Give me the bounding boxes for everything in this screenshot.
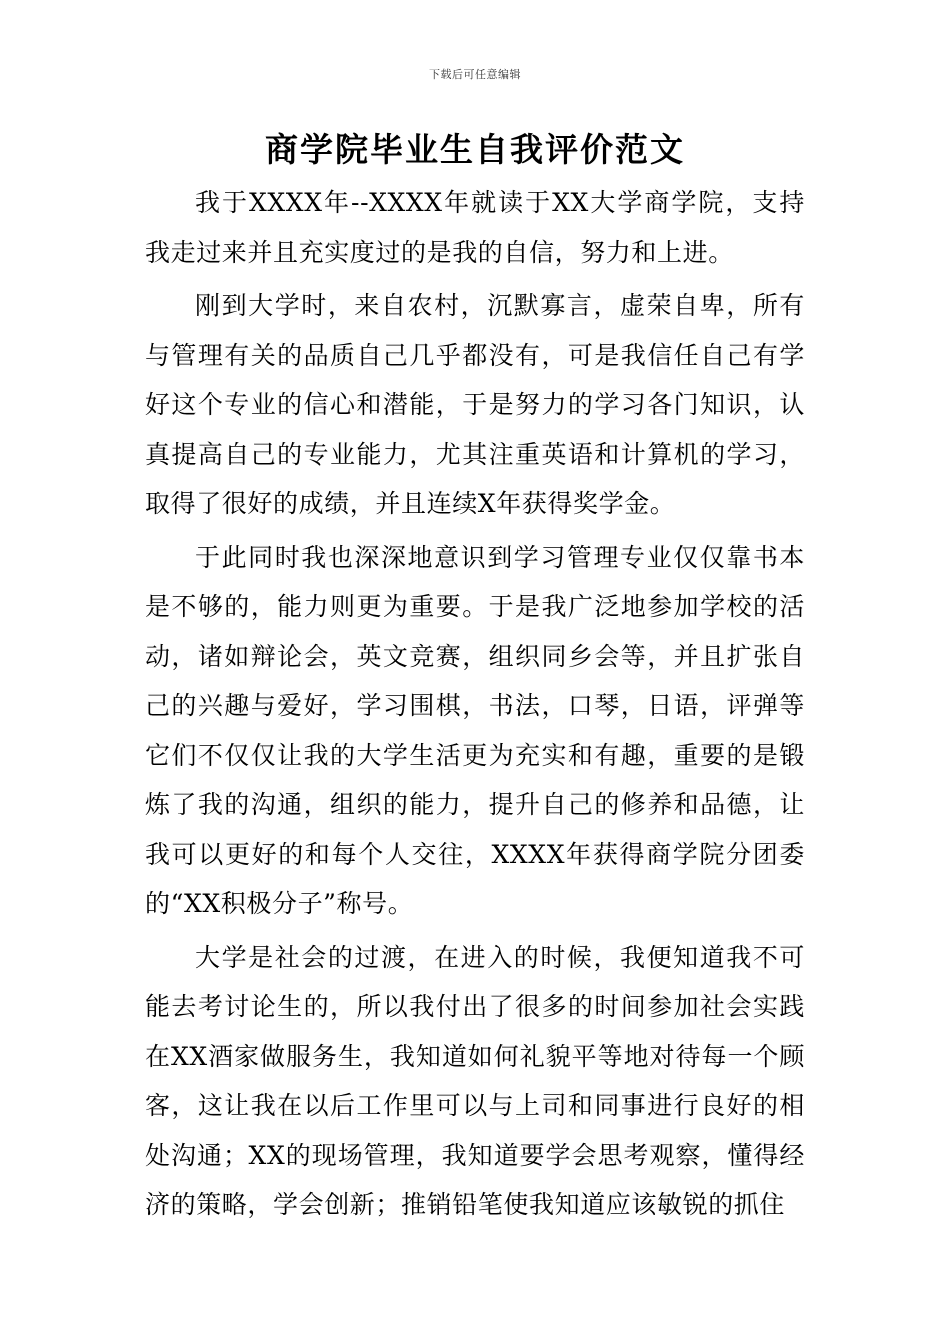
paragraph-1: 我于XXXX年--XXXX年就读于XX大学商学院，支持我走过来并且充实度过的是我的自信，努力和上进。 <box>145 188 805 267</box>
document-body <box>145 178 805 1234</box>
paragraph-4: 大学是社会的过渡，在进入的时候，我便知道我不可能去考讨论生的，所以我付出了很多的时间参加社会实践在XX酒家做服务生，我知道如何礼貌平等地对待每一个顾客，这让我在以后工作里可以与上司和同事进行良好的相处沟通；XX的现场管理，我知道要学会思考观察，懂得经济的策略，学会创新；推销铅笔使我知道应该敏锐的抓住 <box>145 942 805 1219</box>
header-note: 下载后可任意编辑 <box>429 68 521 81</box>
document-title: 商学院毕业生自我评价范文 <box>265 130 685 169</box>
paragraph-3: 于此同时我也深深地意识到学习管理专业仅仅靠书本是不够的，能力则更为重要。于是我广泛地参加学校的活动，诸如辩论会，英文竞赛，组织同乡会等，并且扩张自己的兴趣与爱好，学习围棋，书法，口琴，日语，评弹等它们不仅仅让我的大学生活更为充实和有趣，重要的是锻炼了我的沟通，组织的能力，提升自己的修养和品德，让我可以更好的和每个人交往，XXXX年获得商学院分团委的“XX积极分子”称号。 <box>145 542 805 918</box>
paragraph-2: 刚到大学时，来自农村，沉默寡言，虚荣自卑，所有与管理有关的品质自己几乎都没有，可是我信任自己有学好这个专业的信心和潜能，于是努力的学习各门知识，认真提高自己的专业能力，尤其注重英语和计算机的学习，取得了很好的成绩，并且连续X年获得奖学金。 <box>145 291 805 518</box>
